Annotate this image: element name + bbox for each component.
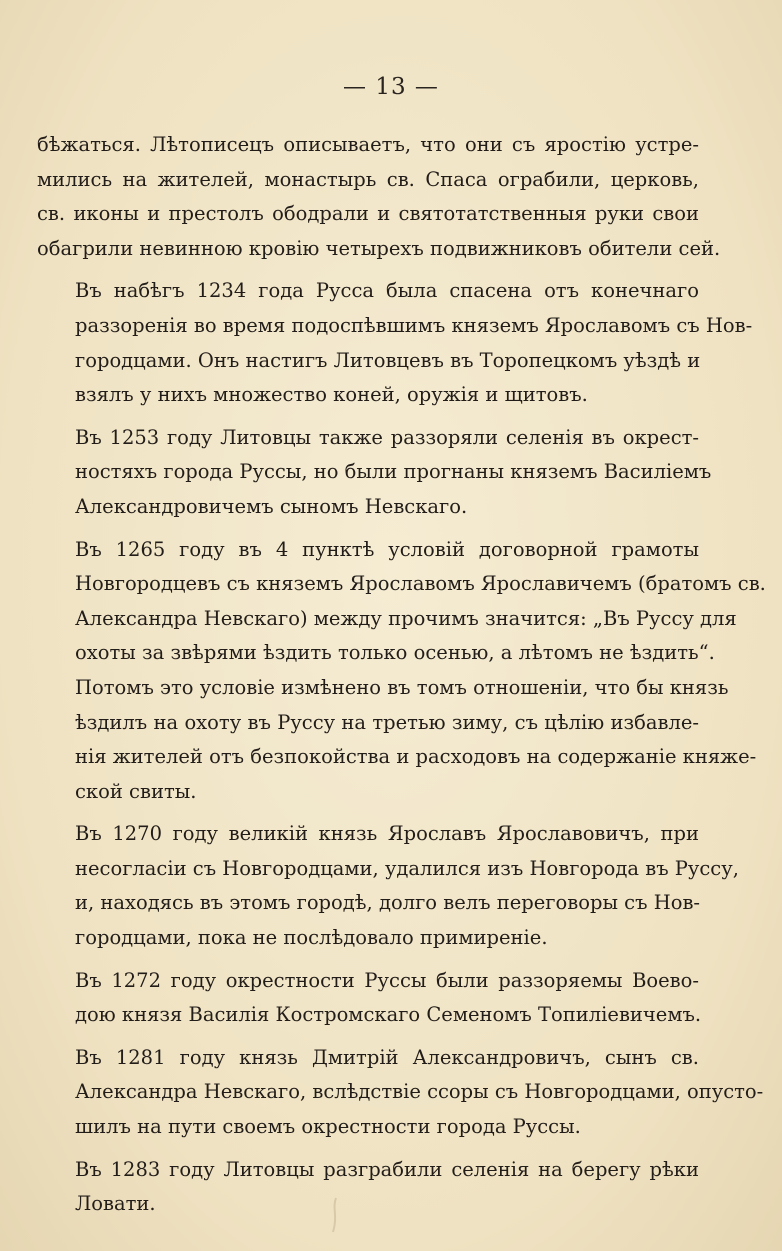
paragraph (37, 421, 712, 525)
text-line: Александровичемъ сыномъ Невскаго. (75, 494, 468, 518)
paragraph (37, 1153, 699, 1222)
text-line: Въ 1283 году Литовцы разграбили селенія на берегу рѣки (75, 1157, 699, 1181)
text-line: мились на жителей, монастырь св. Спаса ограбили, церковь, (37, 167, 699, 191)
text-line: Въ 1253 году Литовцы также раззоряли селенія въ окрест- (75, 425, 699, 449)
text-line: городцами, пока не послѣдовало примиреніе. (75, 926, 548, 950)
paragraph (37, 817, 739, 955)
text-line: Потомъ это условіе измѣнено въ томъ отношеніи, что бы князь (75, 675, 729, 699)
text-line: Въ 1270 году великій князь Ярославъ Ярославовичъ, при (75, 822, 699, 846)
text-line: взялъ у нихъ множество коней, оружія и щитовъ. (75, 383, 588, 407)
text-body (37, 128, 766, 1230)
text-line: Ловати. (75, 1192, 156, 1216)
paragraph (37, 1041, 764, 1145)
text-line: дою князя Василія Костромскаго Семеномъ Топиліевичемъ. (75, 1003, 702, 1027)
text-line: Въ 1272 году окрестности Руссы были раззоряемы Воево- (75, 968, 699, 992)
text-line: несогласіи съ Новгородцами, удалился изъ Новгорода въ Руссу, (75, 856, 739, 880)
text-line: св. иконы и престолъ ободрали и святотатственныя руки свои (37, 202, 699, 226)
text-line: Въ 1281 году князь Дмитрій Александровичъ, сынъ св. (75, 1045, 699, 1069)
page-number: — 13 — (343, 74, 439, 100)
ink-smudge-mark (320, 1196, 350, 1236)
text-line: и, находясь въ этомъ городѣ, долго велъ переговоры съ Нов- (75, 891, 701, 915)
text-line: Александра Невскаго) между прочимъ значится: „Въ Руссу для (75, 606, 737, 630)
paragraph (37, 533, 766, 810)
paragraph (37, 964, 702, 1033)
text-line: ѣздилъ на охоту въ Руссу на третью зиму, съ цѣлію избавле- (75, 710, 699, 734)
text-line: раззоренія во время подоспѣвшимъ княземъ Ярославомъ съ Нов- (75, 313, 753, 337)
text-line: Въ набѣгъ 1234 года Русса была спасена отъ конечнаго (75, 279, 699, 303)
text-line: шилъ на пути своемъ окрестности города Руссы. (75, 1115, 581, 1139)
text-line: Александра Невскаго, вслѣдствіе ссоры съ Новгородцами, опусто- (75, 1080, 764, 1104)
text-line: Въ 1265 году въ 4 пунктѣ условій договорной грамоты (75, 537, 699, 561)
text-line: обагрили невинною кровію четырехъ подвижниковъ обители сей. (37, 236, 721, 260)
text-line: городцами. Онъ настигъ Литовцевъ въ Торопецкомъ уѣздѣ и (75, 348, 701, 372)
paragraph (37, 274, 753, 412)
text-line: бѣжаться. Лѣтописецъ описываетъ, что они съ яростію устре- (37, 133, 699, 156)
text-line: нія жителей отъ безпокойства и расходовъ на содержаніе княже- (75, 745, 757, 769)
text-line: охоты за звѣрями ѣздить только осенью, а лѣтомъ не ѣздить“. (75, 641, 715, 665)
text-line: Новгородцевъ съ княземъ Ярославомъ Ярославичемъ (братомъ св. (75, 572, 766, 596)
text-line: ской свиты. (75, 779, 197, 803)
text-line: ностяхъ города Руссы, но были прогнаны княземъ Василіемъ (75, 460, 712, 484)
paragraph (37, 128, 721, 266)
